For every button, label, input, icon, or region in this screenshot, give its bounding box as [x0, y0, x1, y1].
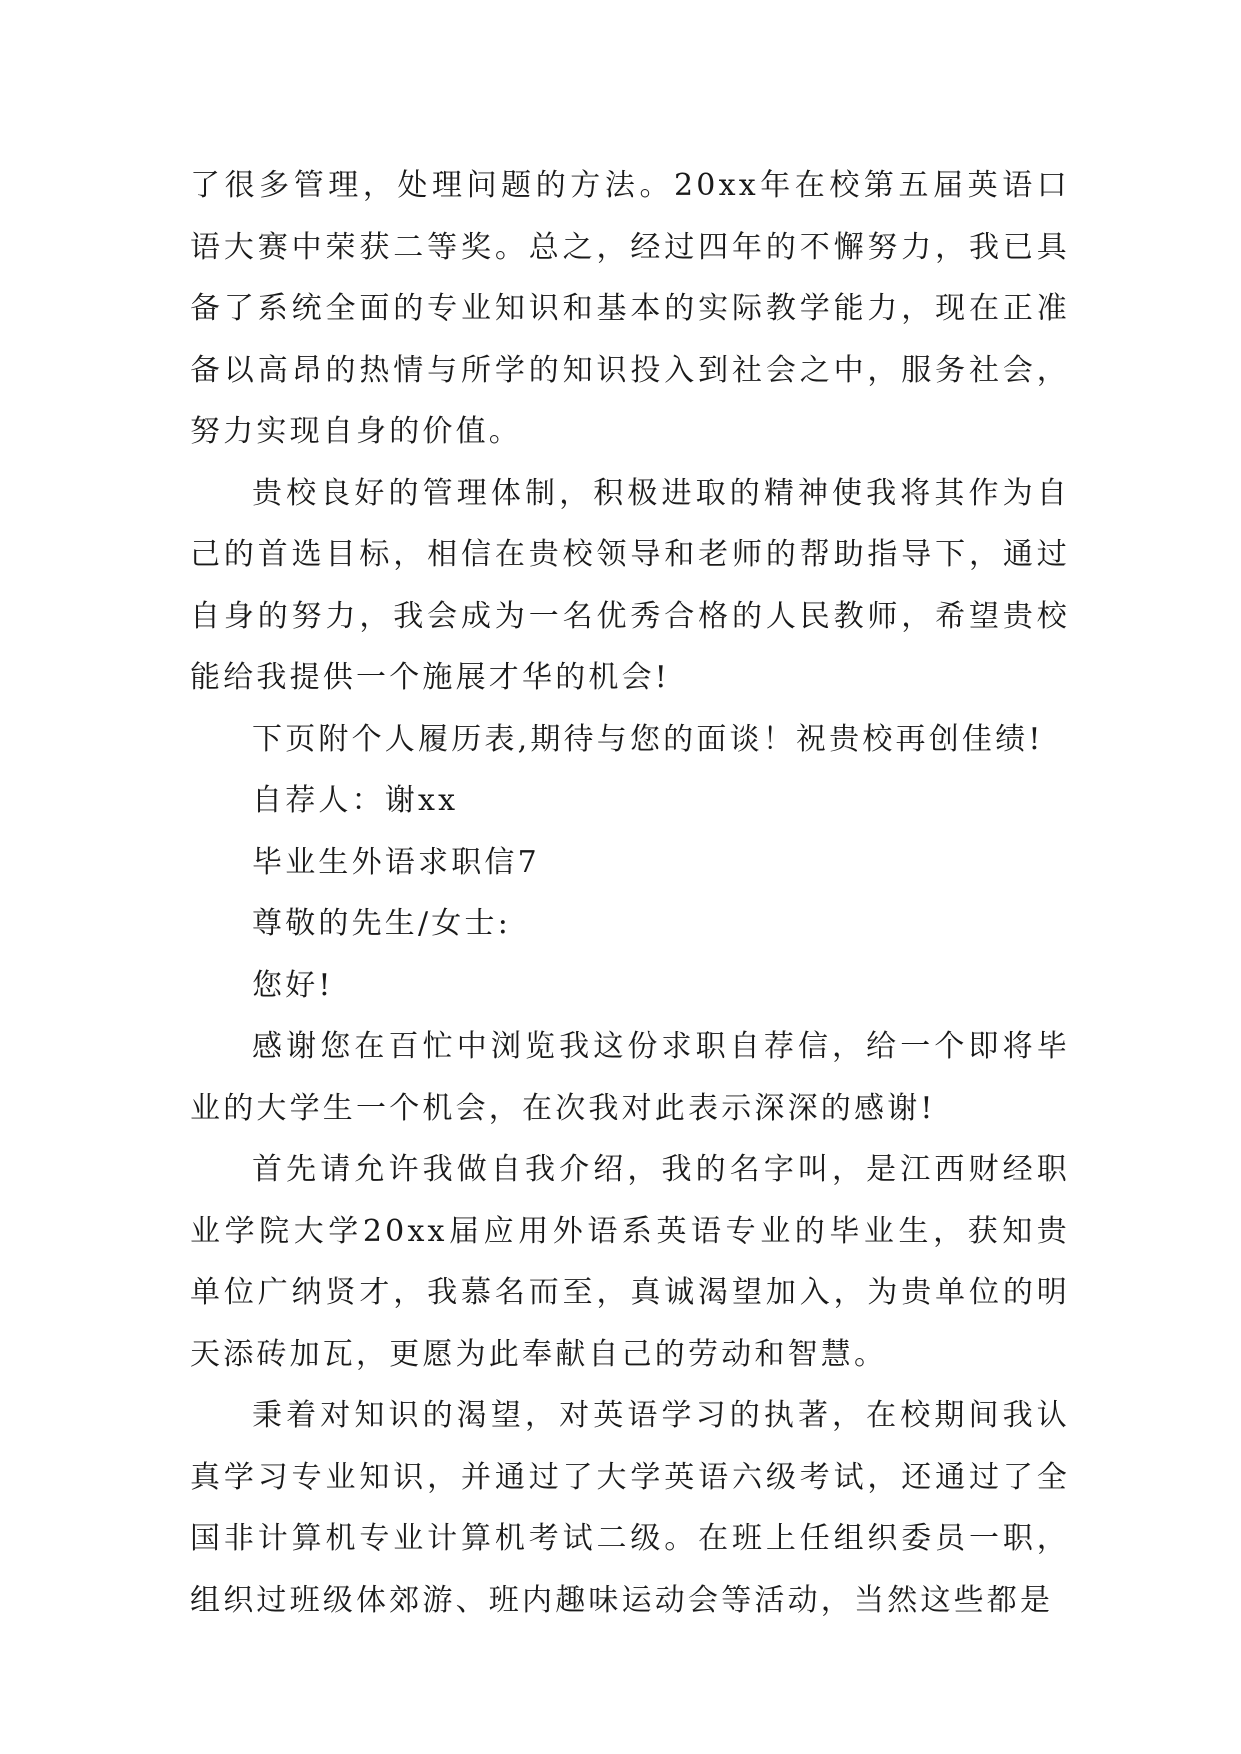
- signature-line: 自荐人：谢xx: [252, 783, 459, 818]
- paragraph: 贵校良好的管理体制，积极进取的精神使我将其作为自己的首选目标，相信在贵校领导和老师的帮助指导下，通过自身的努力，我会成为一名优秀合格的人民教师，希望贵校能给我提供一个施展才华的机会!: [190, 475, 1070, 695]
- letter-heading: 毕业生外语求职信7: [252, 844, 540, 880]
- document-body: [190, 155, 1070, 1631]
- greeting: 您好!: [252, 967, 334, 1003]
- paragraph: 下页附个人履历表,期待与您的面谈！祝贵校再创佳绩!: [252, 721, 1044, 757]
- paragraph: 了很多管理，处理问题的方法。20xx年在校第五届英语口语大赛中荣获二等奖。总之，经过四年的不懈努力，我已具备了系统全面的专业知识和基本的实际教学能力，现在正准备以高昂的热情与所学的知识投入到社会之中，服务社会，努力实现自身的价值。: [190, 168, 1070, 449]
- paragraph: 秉着对知识的渴望，对英语学习的执著，在校期间我认真学习专业知识，并通过了大学英语六级考试，还通过了全国非计算机专业计算机考试二级。在班上任组织委员一职，组织过班级体郊游、班内趣味运动会等活动，当然这些都是: [190, 1398, 1070, 1618]
- paragraph: 首先请允许我做自我介绍，我的名字叫，是江西财经职业学院大学20xx届应用外语系英语专业的毕业生，获知贵单位广纳贤才，我慕名而至，真诚渴望加入，为贵单位的明天添砖加瓦，更愿为此奉献自己的劳动和智慧。: [190, 1152, 1070, 1372]
- salutation: 尊敬的先生/女士:: [252, 906, 512, 941]
- paragraph: 感谢您在百忙中浏览我这份求职自荐信，给一个即将毕业的大学生一个机会，在次我对此表示深深的感谢!: [190, 1029, 1070, 1126]
